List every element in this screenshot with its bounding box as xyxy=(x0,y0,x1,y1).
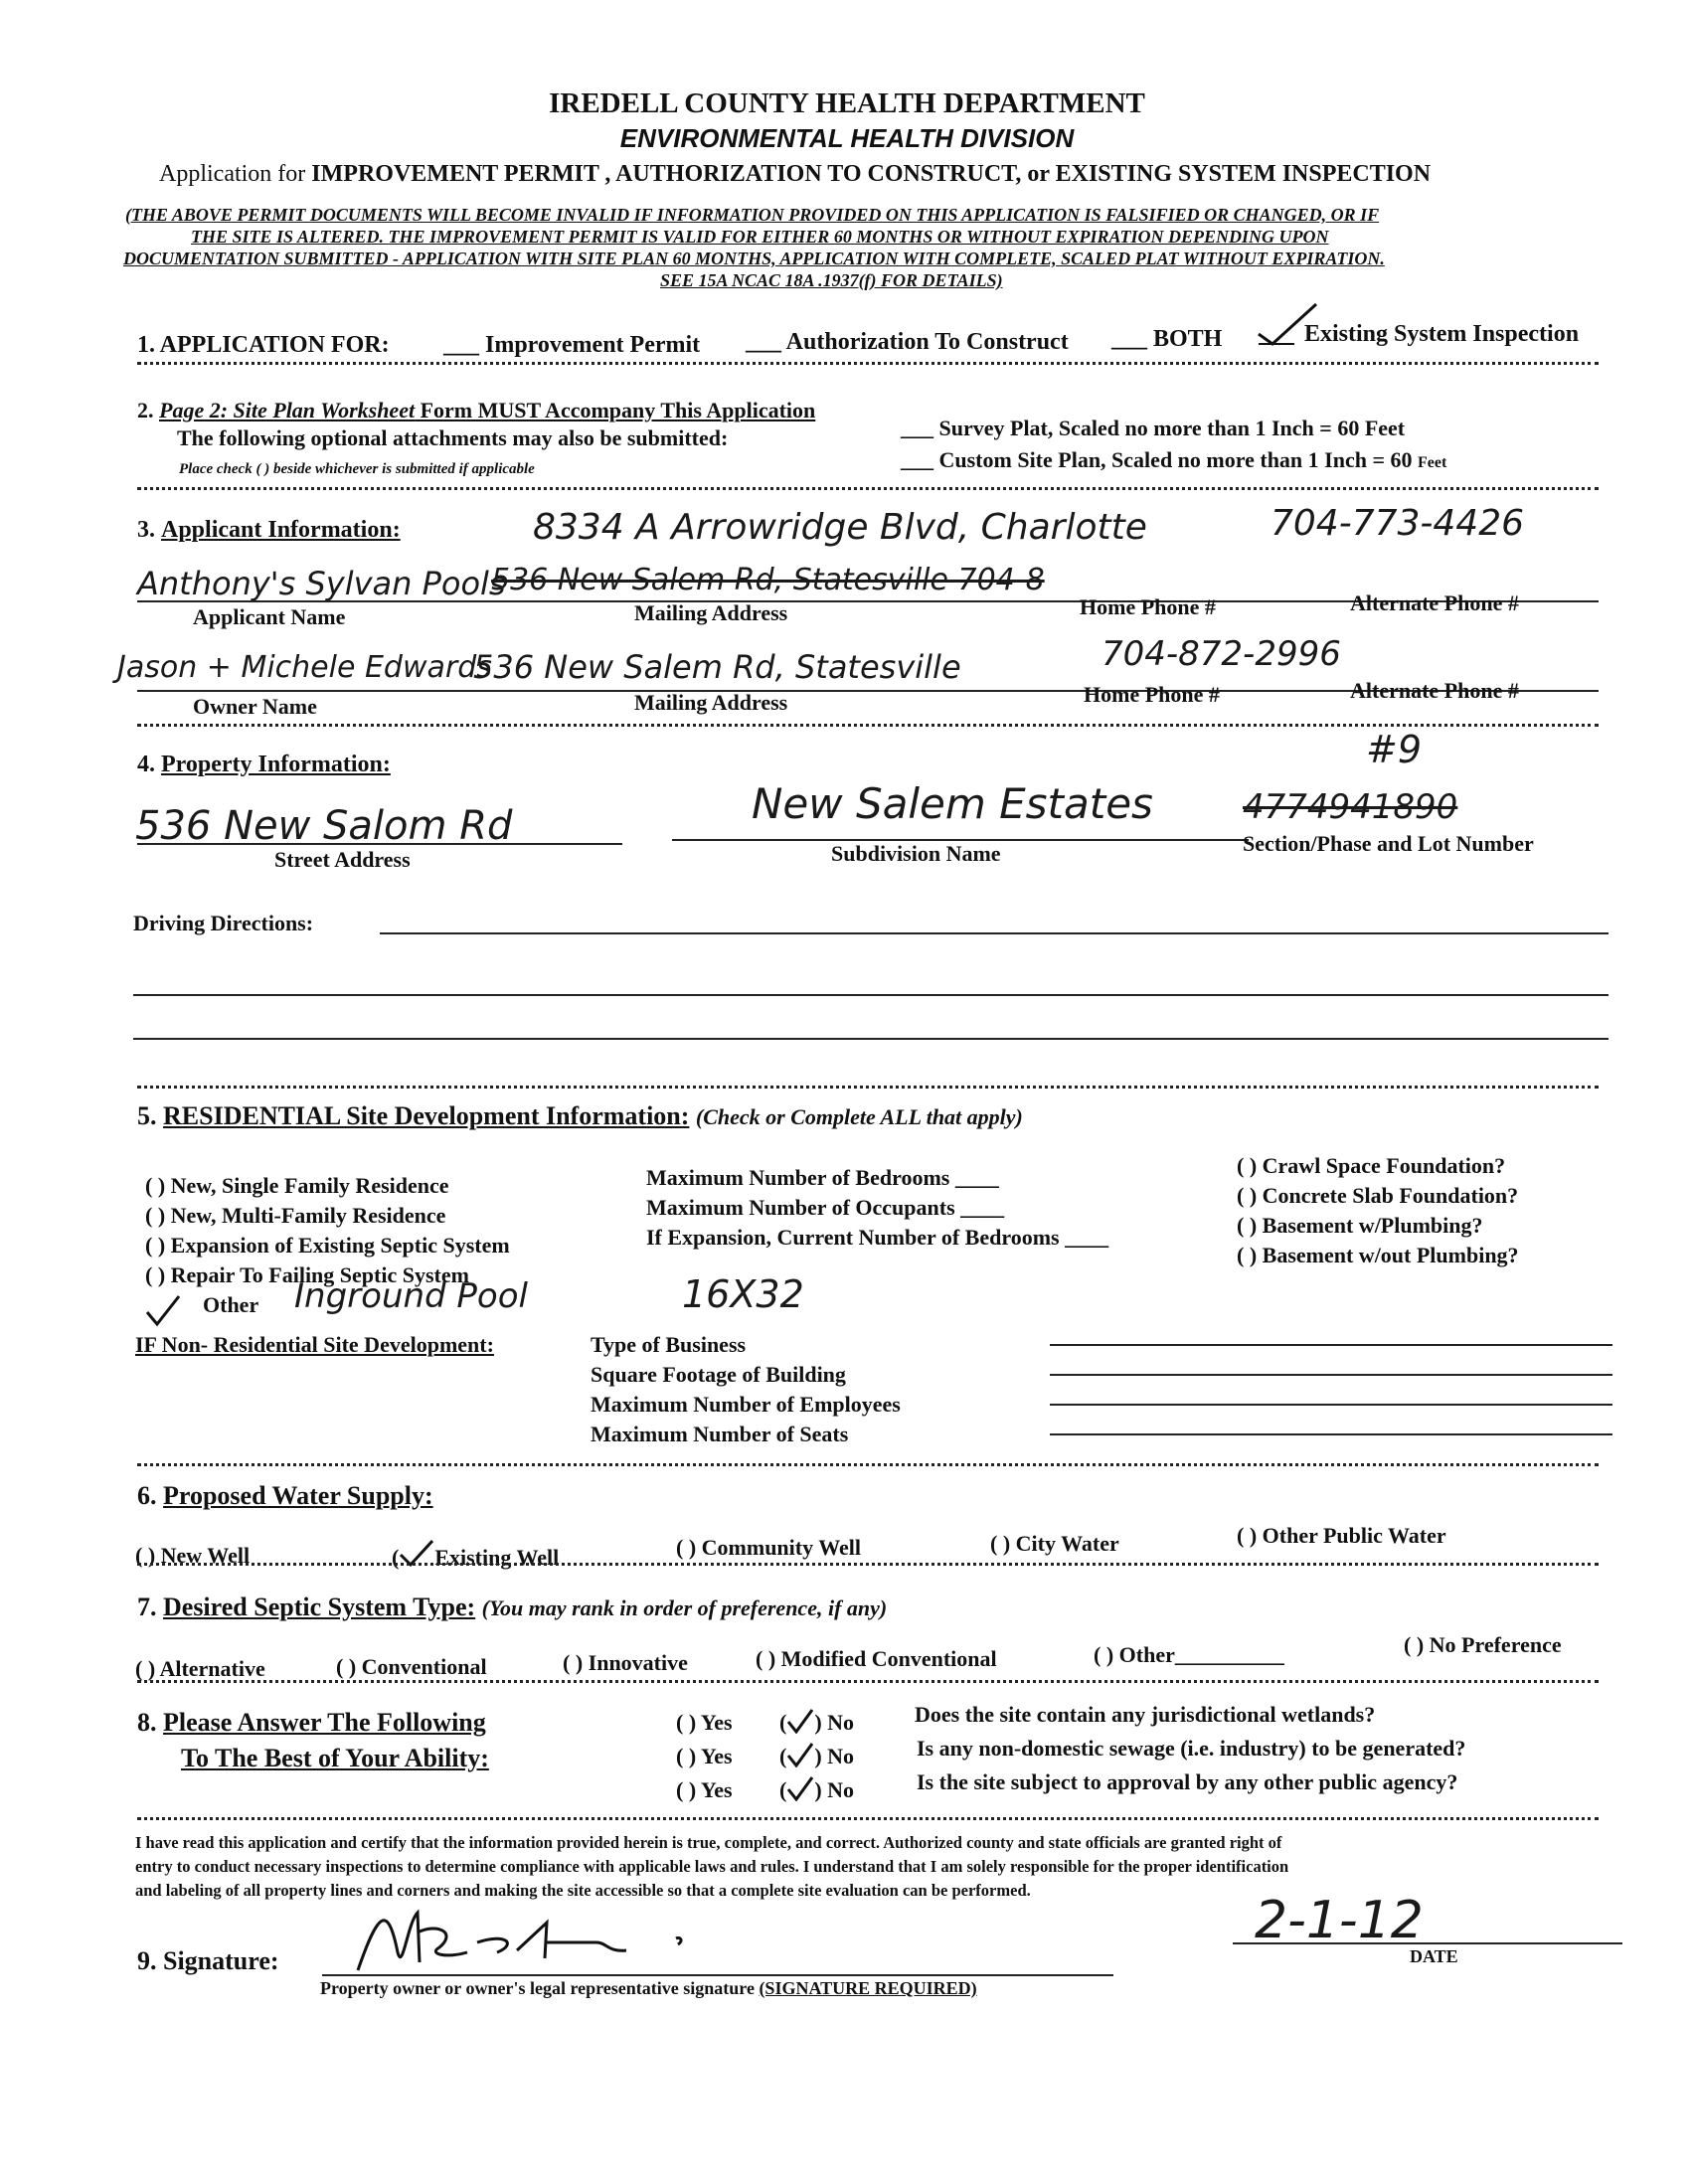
residential-options xyxy=(145,1171,510,1290)
option-community-well[interactable]: ( ) Community Well xyxy=(676,1535,861,1560)
directions-line-3[interactable] xyxy=(133,1038,1609,1040)
optional-attachments-text: The following optional attachments may also be submitted: xyxy=(177,425,729,450)
max-bedrooms[interactable]: Maximum Number of Bedrooms ____ xyxy=(646,1165,999,1190)
septic-type-title: Desired Septic System Type: xyxy=(163,1593,476,1621)
divider xyxy=(137,1086,1599,1089)
section-5-title xyxy=(137,1101,1023,1131)
option-expansion[interactable]: ( ) Expansion of Existing Septic System xyxy=(145,1233,510,1258)
divider xyxy=(137,362,1599,365)
section-lot-value[interactable]: 4774941890 xyxy=(1243,787,1458,827)
signature-image xyxy=(348,1893,706,1982)
option-multi-family[interactable]: ( ) New, Multi-Family Residence xyxy=(145,1203,446,1228)
option-improvement-permit[interactable]: ___ Improvement Permit xyxy=(443,332,701,358)
option-crawl-space[interactable]: ( ) Crawl Space Foundation? xyxy=(1237,1153,1506,1178)
option-custom-site-plan[interactable] xyxy=(901,447,1446,473)
existing-well-label: Existing Well xyxy=(434,1545,560,1570)
certification-text xyxy=(135,1831,1288,1903)
applicant-home-phone[interactable]: 704-773-4426 xyxy=(1270,503,1525,544)
non-residential-fields xyxy=(591,1330,901,1449)
section-2-title xyxy=(137,398,815,423)
disclaimer-line-2: THE SITE IS ALTERED. THE IMPROVEMENT PERMIT IS VALID FOR EITHER 60 MONTHS OR WITHOUT EXPIRATION DEPENDING UPON xyxy=(191,227,1329,247)
disclaimer-line-4: SEE 15A NCAC 18A .1937(f) FOR DETAILS) xyxy=(660,270,1003,290)
certification-line-3: and labeling of all property lines and corners and making the site accessible so that a complete site evaluation can be performed. xyxy=(135,1881,1031,1900)
section-6-number: 6. xyxy=(137,1481,157,1510)
divider xyxy=(137,487,1599,490)
option-city-water[interactable]: ( ) City Water xyxy=(990,1531,1119,1556)
foundation-options xyxy=(1237,1151,1519,1270)
date-line xyxy=(1233,1942,1622,1944)
option-other-public-water[interactable]: ( ) Other Public Water xyxy=(1237,1523,1446,1548)
option-new-well[interactable]: ( ) New Well xyxy=(135,1543,251,1568)
section-3-title xyxy=(137,517,401,544)
directions-line-2[interactable] xyxy=(133,994,1609,996)
label-subdivision: Subdivision Name xyxy=(831,841,1001,866)
custom-site-plan-unit: Feet xyxy=(1418,454,1447,471)
label-alternate-phone-2: Alternate Phone # xyxy=(1350,678,1519,703)
option-repair[interactable]: ( ) Repair To Failing Septic System xyxy=(145,1262,469,1287)
option-existing-system-inspection[interactable]: Existing System Inspection xyxy=(1304,321,1580,347)
division-title: ENVIRONMENTAL HEALTH DIVISION xyxy=(619,123,1075,153)
q1-yes[interactable]: ( ) Yes xyxy=(676,1710,733,1735)
option-alternative[interactable]: ( ) Alternative xyxy=(135,1656,265,1681)
employees-line xyxy=(1050,1404,1612,1406)
signature-label: 9. Signature: xyxy=(137,1946,279,1975)
certification-line-2: entry to conduct necessary inspections to determine compliance with applicable laws and rules. I understand that I am solely responsible for the proper identification xyxy=(135,1857,1289,1876)
question-public-agency: Is the site subject to approval by any other public agency? xyxy=(917,1769,1458,1794)
section-3-number: 3. xyxy=(137,517,155,543)
q1-no[interactable]: ( ) No xyxy=(779,1710,855,1735)
square-footage[interactable]: Square Footage of Building xyxy=(591,1362,846,1387)
checkmark-icon xyxy=(786,1708,814,1734)
option-survey-plat[interactable]: ___ Survey Plat, Scaled no more than 1 Inch = 60 Feet xyxy=(901,416,1406,440)
divider xyxy=(137,724,1599,727)
label-applicant-name: Applicant Name xyxy=(193,604,346,629)
option-single-family[interactable]: ( ) New, Single Family Residence xyxy=(145,1173,449,1198)
application-types: IMPROVEMENT PERMIT , AUTHORIZATION TO CONSTRUCT, or EXISTING SYSTEM INSPECTION xyxy=(311,161,1432,187)
option-no-preference[interactable]: ( ) No Preference xyxy=(1404,1632,1562,1657)
application-prefix: Application for xyxy=(159,161,306,187)
label-home-phone-2: Home Phone # xyxy=(1084,682,1220,707)
label-section-lot: Section/Phase and Lot Number xyxy=(1243,831,1534,856)
applicant-mailing-address[interactable]: 8334 A Arrowridge Blvd, Charlotte xyxy=(533,507,1147,548)
max-employees[interactable]: Maximum Number of Employees xyxy=(591,1392,901,1417)
label-mailing-address-2: Mailing Address xyxy=(634,690,788,715)
option-basement-plumbing[interactable]: ( ) Basement w/Plumbing? xyxy=(1237,1213,1483,1238)
section-7-title xyxy=(137,1593,887,1622)
option-concrete-slab[interactable]: ( ) Concrete Slab Foundation? xyxy=(1237,1183,1519,1208)
disclaimer-line-1: (THE ABOVE PERMIT DOCUMENTS WILL BECOME INVALID IF INFORMATION PROVIDED ON THIS APPLICATION IS FALSIFIED OR CHANGED, OR IF xyxy=(125,205,1380,225)
signature-sub-text: Property owner or owner's legal representative signature xyxy=(320,1978,755,1998)
option-existing-well[interactable]: ( Existing Well xyxy=(392,1539,559,1571)
applicant-name[interactable]: Anthony's Sylvan Pools xyxy=(137,565,506,602)
section-8-title-2: To The Best of Your Ability: xyxy=(181,1744,489,1772)
department-title: IREDELL COUNTY HEALTH DEPARTMENT xyxy=(549,87,1145,119)
subdivision-value[interactable]: New Salem Estates xyxy=(752,779,1153,828)
section-1-label: 1. APPLICATION FOR: xyxy=(137,332,390,358)
section-8-title-a: Please Answer The Following xyxy=(163,1708,486,1737)
residential-title: RESIDENTIAL Site Development Information: xyxy=(163,1101,690,1130)
max-seats[interactable]: Maximum Number of Seats xyxy=(591,1422,849,1446)
pool-size[interactable]: 16X32 xyxy=(682,1272,804,1316)
business-line xyxy=(1050,1344,1612,1346)
residential-hint: (Check or Complete ALL that apply) xyxy=(695,1104,1023,1129)
section-6-title xyxy=(137,1481,433,1511)
street-line xyxy=(137,843,622,845)
applicant-info-title: Applicant Information: xyxy=(161,517,401,543)
place-check-note: Place check ( ) beside whichever is submitted if applicable xyxy=(179,461,535,477)
street-address-value[interactable]: 536 New Salom Rd xyxy=(135,803,513,849)
option-basement-no-plumbing[interactable]: ( ) Basement w/out Plumbing? xyxy=(1237,1243,1519,1267)
label-street-address: Street Address xyxy=(274,847,411,872)
disclaimer-line-3: DOCUMENTATION SUBMITTED - APPLICATION WITH SITE PLAN 60 MONTHS, APPLICATION WITH COMPLETE, SCALED PLAT WITHOUT EXPIRATION. xyxy=(123,249,1385,268)
q2-no-label: No xyxy=(827,1744,855,1768)
other-description[interactable]: Inground Pool xyxy=(294,1276,528,1316)
property-info-title: Property Information: xyxy=(161,752,391,777)
section-8-title-1 xyxy=(137,1708,486,1738)
signature-sublabel xyxy=(320,1978,977,1999)
max-occupants[interactable]: Maximum Number of Occupants ____ xyxy=(646,1195,1005,1220)
q3-no-label: No xyxy=(827,1777,855,1802)
struck-address: 536 New Salem Rd, Statesville 704-8 xyxy=(491,563,1045,597)
q2-no[interactable]: ( ) No xyxy=(779,1744,855,1768)
divider xyxy=(137,1680,1599,1683)
certification-line-1: I have read this application and certify that the information provided herein is true, complete, and correct. Authorized county and state officials are granted right of xyxy=(135,1833,1282,1852)
septic-type-hint: (You may rank in order of preference, if any) xyxy=(481,1596,888,1620)
option-other-septic[interactable]: ( ) Other__________ xyxy=(1094,1642,1284,1667)
q3-yes[interactable]: ( ) Yes xyxy=(676,1777,733,1802)
site-plan-worksheet-label: Page 2: Site Plan Worksheet xyxy=(159,398,416,422)
option-conventional[interactable]: ( ) Conventional xyxy=(336,1654,487,1679)
signature-required: (SIGNATURE REQUIRED) xyxy=(759,1978,977,1998)
signature-line[interactable] xyxy=(322,1974,1113,1976)
checkmark-icon xyxy=(786,1742,814,1767)
divider xyxy=(137,1563,1599,1566)
lot-number-mark: #9 xyxy=(1366,728,1423,771)
checkmark-icon xyxy=(786,1775,814,1801)
owner-name[interactable]: Jason + Michele Edwards xyxy=(117,650,492,685)
checkmark-icon xyxy=(143,1294,183,1328)
water-supply-title: Proposed Water Supply: xyxy=(163,1481,433,1510)
q1-no-label: No xyxy=(827,1710,855,1735)
label-alternate-phone: Alternate Phone # xyxy=(1350,590,1519,615)
divider xyxy=(137,1463,1599,1466)
non-residential-label: IF Non- Residential Site Development: xyxy=(135,1332,494,1357)
section-7-number: 7. xyxy=(137,1593,157,1621)
option-authorization[interactable]: ___ Authorization To Construct xyxy=(746,329,1069,355)
section-2-number: 2. xyxy=(137,398,154,422)
owner-home-phone[interactable]: 704-872-2996 xyxy=(1101,634,1341,674)
date-value[interactable]: 2-1-12 xyxy=(1255,1891,1424,1950)
option-other[interactable]: Other xyxy=(203,1292,259,1317)
custom-site-plan-text: ___ Custom Site Plan, Scaled no more than 1 Inch = 60 xyxy=(901,447,1413,472)
must-accompany-label: Form MUST Accompany This Application xyxy=(415,398,816,422)
label-mailing-address: Mailing Address xyxy=(634,600,788,625)
q2-yes[interactable]: ( ) Yes xyxy=(676,1744,733,1768)
question-wetlands: Does the site contain any jurisdictional wetlands? xyxy=(915,1702,1376,1727)
type-of-business[interactable]: Type of Business xyxy=(591,1332,747,1357)
owner-mailing-address[interactable]: 536 New Salem Rd, Statesville xyxy=(473,648,961,686)
section-4-title xyxy=(137,752,391,778)
sqft-line xyxy=(1050,1374,1612,1376)
section-4-number: 4. xyxy=(137,752,155,777)
q3-no[interactable]: ( ) No xyxy=(779,1777,855,1802)
current-bedrooms[interactable]: If Expansion, Current Number of Bedrooms ____ xyxy=(646,1225,1109,1250)
option-modified-conventional[interactable]: ( ) Modified Conventional xyxy=(756,1646,997,1671)
section-8-number: 8. xyxy=(137,1708,157,1737)
section-5-number: 5. xyxy=(137,1101,157,1130)
bedroom-fields xyxy=(646,1163,1108,1253)
label-driving-directions: Driving Directions: xyxy=(133,911,314,935)
question-non-domestic-sewage: Is any non-domestic sewage (i.e. industry) to be generated? xyxy=(917,1736,1466,1761)
seats-line xyxy=(1050,1433,1612,1435)
label-home-phone: Home Phone # xyxy=(1080,594,1216,619)
label-owner-name: Owner Name xyxy=(193,694,317,719)
directions-line-1[interactable] xyxy=(380,932,1609,934)
divider xyxy=(137,1817,1599,1820)
option-both[interactable]: ___ BOTH xyxy=(1111,326,1223,352)
option-innovative[interactable]: ( ) Innovative xyxy=(563,1650,688,1675)
section-1 xyxy=(137,332,390,359)
application-type-line xyxy=(159,161,1431,188)
date-label: DATE xyxy=(1410,1946,1458,1966)
